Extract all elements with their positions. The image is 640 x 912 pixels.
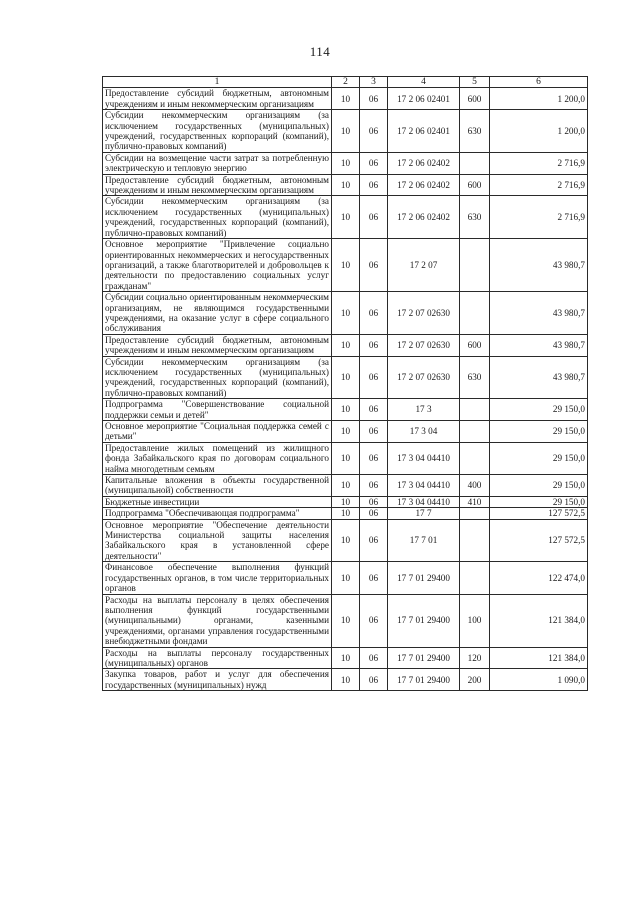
- row-subsection-cell: 06: [360, 292, 388, 335]
- row-target-code-cell: 17 2 06 02402: [388, 174, 460, 196]
- row-section-cell: 10: [332, 519, 360, 562]
- row-expense-type-cell: [460, 519, 490, 562]
- row-target-code-cell: 17 3 04 04410: [388, 496, 460, 507]
- row-name-cell: Финансовое обеспечение выполнения функций государственных органов, в том числе территориальных органов: [103, 562, 332, 594]
- row-name-cell: Предоставление жилых помещений из жилищного фонда Забайкальского края по договорам социального найма многодетным семьям: [103, 442, 332, 474]
- row-amount-cell: 29 150,0: [490, 475, 588, 497]
- row-expense-type-cell: 630: [460, 110, 490, 153]
- row-name-cell: Расходы на выплаты персоналу государственных (муниципальных) органов: [103, 647, 332, 669]
- row-target-code-cell: 17 7 01 29400: [388, 594, 460, 647]
- row-section-cell: 10: [332, 562, 360, 594]
- table-row: [103, 239, 588, 292]
- row-section-cell: 10: [332, 88, 360, 110]
- row-expense-type-cell: 120: [460, 647, 490, 669]
- row-subsection-cell: 06: [360, 421, 388, 443]
- row-amount-cell: 1 200,0: [490, 110, 588, 153]
- row-expense-type-cell: 400: [460, 475, 490, 497]
- row-amount-cell: 43 980,7: [490, 356, 588, 399]
- header-col-1: 1: [103, 77, 332, 88]
- row-expense-type-cell: 630: [460, 356, 490, 399]
- row-target-code-cell: 17 2 06 02401: [388, 88, 460, 110]
- row-amount-cell: 29 150,0: [490, 421, 588, 443]
- row-target-code-cell: 17 7 01 29400: [388, 562, 460, 594]
- row-subsection-cell: 06: [360, 594, 388, 647]
- page-number: 114: [309, 44, 331, 59]
- row-subsection-cell: 06: [360, 88, 388, 110]
- row-amount-cell: 2 716,9: [490, 152, 588, 174]
- row-amount-cell: 29 150,0: [490, 399, 588, 421]
- row-expense-type-cell: [460, 399, 490, 421]
- row-name-cell: Субсидии на возмещение части затрат за потребленную электрическую и тепловую энергию: [103, 152, 332, 174]
- row-expense-type-cell: 410: [460, 496, 490, 507]
- table-row: [103, 669, 588, 691]
- row-target-code-cell: 17 7 01: [388, 519, 460, 562]
- row-subsection-cell: 06: [360, 334, 388, 356]
- row-amount-cell: 43 980,7: [490, 292, 588, 335]
- row-amount-cell: 1 200,0: [490, 88, 588, 110]
- table-row: [103, 292, 588, 335]
- row-name-cell: Основное мероприятие "Привлечение социально ориентированных некоммерческих и негосударственных организаций, а также благотворителей и добровольцев к деятельности по предоставлению социальных услуг гражданам": [103, 239, 332, 292]
- row-subsection-cell: 06: [360, 196, 388, 239]
- table-row: [103, 196, 588, 239]
- row-section-cell: 10: [332, 152, 360, 174]
- row-target-code-cell: 17 2 07: [388, 239, 460, 292]
- row-section-cell: 10: [332, 356, 360, 399]
- row-amount-cell: 2 716,9: [490, 174, 588, 196]
- row-subsection-cell: 06: [360, 562, 388, 594]
- row-section-cell: 10: [332, 647, 360, 669]
- row-name-cell: Предоставление субсидий бюджетным, автономным учреждениям и иным некоммерческим организациям: [103, 88, 332, 110]
- row-name-cell: Подпрограмма "Обеспечивающая подпрограмма": [103, 508, 332, 519]
- row-target-code-cell: 17 2 06 02402: [388, 152, 460, 174]
- row-section-cell: 10: [332, 292, 360, 335]
- row-amount-cell: 43 980,7: [490, 239, 588, 292]
- row-subsection-cell: 06: [360, 519, 388, 562]
- row-name-cell: Основное мероприятие "Обеспечение деятельности Министерства социальной защиты населения Забайкальского края в установленной сфере деятельности": [103, 519, 332, 562]
- row-subsection-cell: 06: [360, 110, 388, 153]
- row-name-cell: Субсидии некоммерческим организациям (за исключением государственных (муниципальных) учреждений, государственных корпораций (компаний), публично-правовых компаний): [103, 356, 332, 399]
- table-row: [103, 421, 588, 443]
- row-subsection-cell: 06: [360, 496, 388, 507]
- row-section-cell: 10: [332, 239, 360, 292]
- row-expense-type-cell: 600: [460, 174, 490, 196]
- row-amount-cell: 127 572,5: [490, 519, 588, 562]
- row-amount-cell: 121 384,0: [490, 647, 588, 669]
- row-expense-type-cell: [460, 239, 490, 292]
- row-name-cell: Подпрограмма "Совершенствование социальной поддержки семьи и детей": [103, 399, 332, 421]
- row-subsection-cell: 06: [360, 508, 388, 519]
- row-target-code-cell: 17 7: [388, 508, 460, 519]
- table-row: [103, 110, 588, 153]
- row-subsection-cell: 06: [360, 239, 388, 292]
- table-row: [103, 475, 588, 497]
- row-expense-type-cell: 630: [460, 196, 490, 239]
- row-target-code-cell: 17 2 07 02630: [388, 356, 460, 399]
- row-target-code-cell: 17 3: [388, 399, 460, 421]
- table-row: [103, 562, 588, 594]
- row-target-code-cell: 17 2 06 02402: [388, 196, 460, 239]
- row-section-cell: 10: [332, 334, 360, 356]
- row-subsection-cell: 06: [360, 647, 388, 669]
- row-subsection-cell: 06: [360, 399, 388, 421]
- row-name-cell: Субсидии социально ориентированным некоммерческим организациям, не являющимся государственными учреждениями, на оказание услуг в сфере социального обслуживания: [103, 292, 332, 335]
- row-name-cell: Субсидии некоммерческим организациям (за исключением государственных (муниципальных) учреждений, государственных корпораций (компаний), публично-правовых компаний): [103, 110, 332, 153]
- header-col-2: 2: [332, 77, 360, 88]
- row-expense-type-cell: [460, 421, 490, 443]
- row-subsection-cell: 06: [360, 152, 388, 174]
- table-row: [103, 88, 588, 110]
- row-target-code-cell: 17 3 04 04410: [388, 475, 460, 497]
- row-name-cell: Основное мероприятие "Социальная поддержка семей с детьми": [103, 421, 332, 443]
- row-target-code-cell: 17 7 01 29400: [388, 669, 460, 691]
- row-target-code-cell: 17 3 04: [388, 421, 460, 443]
- row-name-cell: Расходы на выплаты персоналу в целях обеспечения выполнения функций государственными (муниципальными) органами, казенными учреждениями, органами управления государственными внебюджетными фондами: [103, 594, 332, 647]
- table-row: [103, 594, 588, 647]
- table-row: [103, 647, 588, 669]
- row-target-code-cell: 17 2 06 02401: [388, 110, 460, 153]
- row-expense-type-cell: [460, 508, 490, 519]
- table-row: [103, 152, 588, 174]
- table-row: [103, 519, 588, 562]
- row-amount-cell: 1 090,0: [490, 669, 588, 691]
- row-section-cell: 10: [332, 508, 360, 519]
- row-target-code-cell: 17 2 07 02630: [388, 334, 460, 356]
- row-section-cell: 10: [332, 496, 360, 507]
- row-name-cell: Предоставление субсидий бюджетным, автономным учреждениям и иным некоммерческим организациям: [103, 174, 332, 196]
- row-subsection-cell: 06: [360, 174, 388, 196]
- row-amount-cell: 127 572,5: [490, 508, 588, 519]
- row-section-cell: 10: [332, 110, 360, 153]
- row-amount-cell: 43 980,7: [490, 334, 588, 356]
- row-expense-type-cell: [460, 562, 490, 594]
- row-amount-cell: 2 716,9: [490, 196, 588, 239]
- header-col-4: 4: [388, 77, 460, 88]
- row-name-cell: Капитальные вложения в объекты государственной (муниципальной) собственности: [103, 475, 332, 497]
- row-expense-type-cell: [460, 292, 490, 335]
- row-expense-type-cell: 100: [460, 594, 490, 647]
- budget-table: [102, 76, 588, 691]
- row-expense-type-cell: [460, 152, 490, 174]
- row-name-cell: Субсидии некоммерческим организациям (за исключением государственных (муниципальных) учреждений, государственных корпораций (компаний), публично-правовых компаний): [103, 196, 332, 239]
- row-target-code-cell: 17 3 04 04410: [388, 442, 460, 474]
- table-row: [103, 399, 588, 421]
- row-expense-type-cell: 600: [460, 88, 490, 110]
- table-row: [103, 508, 588, 519]
- row-section-cell: 10: [332, 475, 360, 497]
- row-subsection-cell: 06: [360, 475, 388, 497]
- row-amount-cell: 29 150,0: [490, 496, 588, 507]
- row-section-cell: 10: [332, 399, 360, 421]
- row-expense-type-cell: 600: [460, 334, 490, 356]
- table-row: [103, 174, 588, 196]
- header-col-6: 6: [490, 77, 588, 88]
- row-expense-type-cell: 200: [460, 669, 490, 691]
- row-name-cell: Предоставление субсидий бюджетным, автономным учреждениям и иным некоммерческим организациям: [103, 334, 332, 356]
- row-amount-cell: 29 150,0: [490, 442, 588, 474]
- row-amount-cell: 122 474,0: [490, 562, 588, 594]
- row-section-cell: 10: [332, 669, 360, 691]
- row-section-cell: 10: [332, 174, 360, 196]
- row-subsection-cell: 06: [360, 356, 388, 399]
- row-name-cell: Бюджетные инвестиции: [103, 496, 332, 507]
- row-expense-type-cell: [460, 442, 490, 474]
- header-col-3: 3: [360, 77, 388, 88]
- table-row: [103, 356, 588, 399]
- row-section-cell: 10: [332, 196, 360, 239]
- row-section-cell: 10: [332, 594, 360, 647]
- row-section-cell: 10: [332, 421, 360, 443]
- row-subsection-cell: 06: [360, 669, 388, 691]
- row-subsection-cell: 06: [360, 442, 388, 474]
- table-row: [103, 496, 588, 507]
- row-amount-cell: 121 384,0: [490, 594, 588, 647]
- table-header-row: [103, 77, 588, 88]
- row-target-code-cell: 17 7 01 29400: [388, 647, 460, 669]
- row-section-cell: 10: [332, 442, 360, 474]
- table-row: [103, 334, 588, 356]
- row-name-cell: Закупка товаров, работ и услуг для обеспечения государственных (муниципальных) нужд: [103, 669, 332, 691]
- table-row: [103, 442, 588, 474]
- header-col-5: 5: [460, 77, 490, 88]
- row-target-code-cell: 17 2 07 02630: [388, 292, 460, 335]
